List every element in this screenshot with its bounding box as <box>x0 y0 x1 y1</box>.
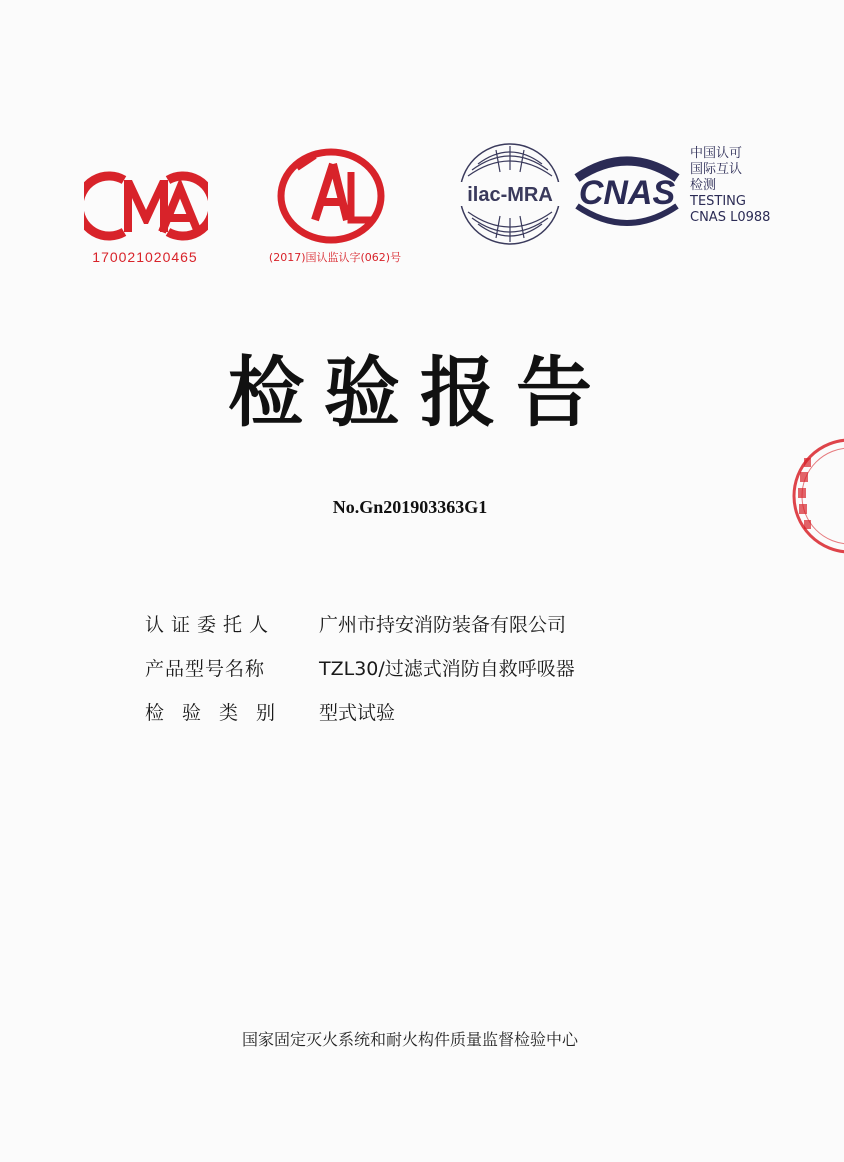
seal-stamp-icon <box>786 432 844 560</box>
report-info-fields <box>145 610 705 742</box>
cnas-line-3: 检测 <box>690 178 717 193</box>
cnas-logo-icon <box>567 148 687 234</box>
field-value: 型式试验 <box>319 702 396 724</box>
field-label: 检验类别 <box>145 702 294 724</box>
cal-code: (2017)国认监认字(062)号 <box>268 251 402 264</box>
report-number: No.Gn201903363G1 <box>332 497 488 517</box>
cnas-line-5: CNAS L0988 <box>690 210 771 225</box>
field-row-product <box>145 654 705 698</box>
field-label: 认证委托人 <box>145 614 276 636</box>
document-title: 检验报告 <box>228 348 612 437</box>
cnas-text: CNAS <box>578 174 676 212</box>
field-value: TZL30/过滤式消防自救呼吸器 <box>319 658 575 680</box>
cnas-line-1: 中国认可 <box>690 146 743 161</box>
cal-logo-icon <box>275 146 387 246</box>
cnas-line-2: 国际互认 <box>690 162 743 177</box>
field-value: 广州市持安消防装备有限公司 <box>319 614 567 636</box>
cma-logo-icon <box>84 166 208 246</box>
cnas-info <box>690 146 800 226</box>
cma-code: 170021020465 <box>92 249 198 265</box>
cnas-line-4: TESTING <box>690 194 746 209</box>
field-label: 产品型号名称 <box>145 658 266 680</box>
ilac-text: ilac-MRA <box>467 184 553 206</box>
field-row-test-type <box>145 698 705 742</box>
ilac-mra-logo-icon <box>456 140 564 248</box>
issuing-organization: 国家固定灭火系统和耐火构件质量监督检验中心 <box>241 1030 578 1049</box>
field-row-client <box>145 610 705 654</box>
